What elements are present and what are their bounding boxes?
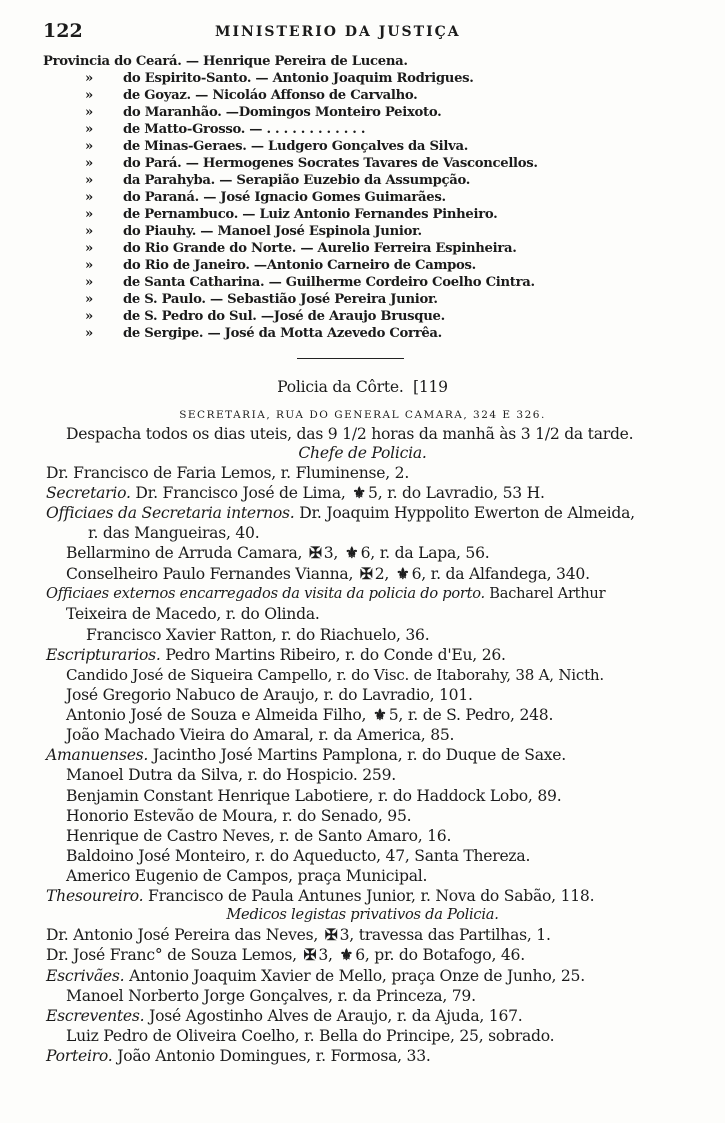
list-item (85, 70, 474, 87)
list-item (66, 705, 553, 725)
page-number: 122 (43, 20, 83, 42)
list-item (85, 206, 497, 223)
entry-label: Thesoureiro. (46, 887, 144, 905)
entry-text: Dr. Joaquim Hyppolito Ewerton de Almeida, (299, 504, 635, 522)
porteiro-entry (46, 1046, 431, 1066)
list-item (85, 121, 365, 138)
secretario-entry (46, 483, 545, 503)
list-item: José Gregorio Nabuco de Araujo, r. do Lavradio, 101. (66, 686, 473, 704)
list-item (85, 257, 476, 274)
entry-text: Bellarmino de Arruda Camara, (66, 544, 303, 562)
rose-order-icon: ⚜ (373, 705, 387, 724)
list-item-prefix: » (85, 326, 93, 341)
list-item-text: do Ceará. — Henrique Pereira de Lucena. (114, 54, 408, 69)
list-item (85, 155, 538, 172)
list-item: Honorio Estevão de Moura, r. do Senado, 95. (66, 807, 412, 825)
rose-order-icon: ⚜ (344, 543, 359, 562)
list-item (66, 564, 590, 584)
list-item-prefix: » (85, 190, 93, 205)
list-item-text: do Rio de Janeiro. —Antonio Carneiro de Campos. (123, 258, 476, 273)
list-item (85, 138, 468, 155)
list-item-text: de Minas-Geraes. — Ludgero Gonçalves da Silva. (123, 139, 468, 154)
section-title (0, 377, 725, 397)
entry-text: 5, r. de S. Pedro, 248. (388, 706, 554, 724)
entry-text: Jacintho José Martins Pamplona, r. do Duque de Saxe. (152, 746, 566, 764)
officiaes-internos-entry (46, 503, 635, 523)
list-item: Francisco Xavier Ratton, r. do Riachuelo, 36. (86, 626, 430, 644)
escrivaes-entry (46, 966, 585, 986)
entry-text: Antonio José de Souza e Almeida Filho, (66, 706, 367, 724)
list-item-prefix: » (85, 156, 93, 171)
list-item: João Machado Vieira do Amaral, r. da America, 85. (66, 726, 455, 744)
medicos-heading: Medicos legistas privativos da Policia. (226, 906, 499, 923)
entry-text: 6, pr. do Botafogo, 46. (355, 946, 525, 964)
entry-text: Bacharel Arthur (489, 585, 606, 602)
list-item: Candido José de Siqueira Campello, r. do Visc. de Itaborahy, 38 A, Nicth. (66, 666, 604, 684)
list-item-prefix: » (85, 71, 93, 86)
list-item-text: de Pernambuco. — Luiz Antonio Fernandes Pinheiro. (123, 207, 498, 222)
list-item: Henrique de Castro Neves, r. de Santo Amaro, 16. (66, 827, 452, 845)
list-item: Manoel Dutra da Silva, r. do Hospicio. 259. (66, 766, 396, 784)
list-item: Manoel Norberto Jorge Gonçalves, r. da Princeza, 79. (66, 987, 476, 1005)
entry-text: João Antonio Domingues, r. Formosa, 33. (117, 1047, 431, 1065)
entry-label: Secretario. (46, 484, 131, 502)
list-item-prefix: Provincia (43, 54, 110, 69)
list-item-text: do Maranhão. —Domingos Monteiro Peixoto. (123, 105, 442, 120)
list-item (43, 53, 408, 70)
cross-order-icon: ✠ (308, 543, 322, 562)
entry-text: Dr. Antonio José Pereira das Neves, (46, 926, 319, 944)
entry-text: 6, r. da Lapa, 56. (360, 544, 490, 562)
office-hours: Despacha todos os dias uteis, das 9 1/2 horas da manhã às 3 1/2 da tarde. (66, 425, 634, 443)
escreventes-entry (46, 1006, 523, 1026)
entry-label: Escrivães. (46, 967, 125, 985)
entry-label: Amanuenses. (46, 746, 149, 764)
list-item-text: de S. Paulo. — Sebastião José Pereira Junior. (123, 292, 438, 307)
list-item: Baldoino José Monteiro, r. do Aqueducto, 47, Santa Thereza. (66, 847, 531, 865)
chefe-heading: Chefe de Policia. (298, 444, 427, 462)
escripturarios-entry (46, 645, 506, 665)
list-item-text: de S. Pedro do Sul. —José de Araujo Brusque. (123, 309, 445, 324)
list-item (85, 308, 445, 325)
entry-text: José Agostinho Alves de Araujo, r. da Ajuda, 167. (149, 1007, 523, 1025)
entry-text: Pedro Martins Ribeiro, r. do Conde d'Eu, 26. (165, 646, 506, 664)
entry-continuation: r. das Mangueiras, 40. (88, 524, 260, 542)
list-item-prefix: » (85, 105, 93, 120)
list-item (85, 274, 535, 291)
secretaria-address: SECRETARIA, RUA DO GENERAL CAMARA, 324 E 326. (179, 409, 546, 421)
list-item (46, 925, 551, 945)
list-item-prefix: » (85, 241, 93, 256)
list-item-prefix: » (85, 258, 93, 273)
list-item (46, 945, 525, 965)
cross-order-icon: ✠ (324, 925, 338, 944)
entry-text: 3, (323, 544, 339, 562)
list-item (85, 87, 417, 104)
list-item-text: do Pará. — Hermogenes Socrates Tavares de Vasconcellos. (123, 156, 538, 171)
list-item-text: do Paraná. — José Ignacio Gomes Guimarães. (123, 190, 446, 205)
cross-order-icon: ✠ (303, 945, 317, 964)
entry-label: Porteiro. (46, 1047, 113, 1065)
entry-label: Escreventes. (46, 1007, 145, 1025)
list-item-text: do Espirito-Santo. — Antonio Joaquim Rodrigues. (123, 71, 474, 86)
list-item-text: de Goyaz. — Nicoláo Affonso de Carvalho. (123, 88, 418, 103)
list-item-prefix: » (85, 292, 93, 307)
entry-text: Dr. José Franc° de Souza Lemos, (46, 946, 297, 964)
rose-order-icon: ⚜ (339, 945, 354, 964)
entry-text: Francisco de Paula Antunes Junior, r. Nova do Sabão, 118. (148, 887, 595, 905)
list-item-text: da Parahyba. — Serapião Euzebio da Assumpção. (123, 173, 471, 188)
amanuenses-entry (46, 745, 566, 765)
thesoureiro-entry (46, 886, 594, 906)
entry-text: 6, r. da Alfandega, 340. (411, 565, 590, 583)
section-divider (297, 358, 404, 359)
running-head: MINISTERIO DA JUSTIÇA (215, 24, 461, 40)
list-item-text: de Sergipe. — José da Motta Azevedo Corrêa. (123, 326, 442, 341)
entry-continuation: Teixeira de Macedo, r. do Olinda. (66, 605, 320, 623)
entry-label: Officiaes externos encarregados da visita da policia do porto. (46, 585, 485, 602)
list-item-text: de Santa Catharina. — Guilherme Cordeiro Coelho Cintra. (123, 275, 535, 290)
list-item (85, 291, 438, 308)
entry-text: Conselheiro Paulo Fernandes Vianna, (66, 565, 354, 583)
list-item-text: de Matto-Grosso. — . . . . . . . . . . . . (123, 122, 366, 137)
list-item-text: do Rio Grande do Norte. — Aurelio Ferreira Espinheira. (123, 241, 517, 256)
entry-text: 5, r. do Lavradio, 53 H. (368, 484, 545, 502)
list-item-text: do Piauhy. — Manoel José Espinola Junior. (123, 224, 422, 239)
list-item: Luiz Pedro de Oliveira Coelho, r. Bella do Principe, 25, sobrado. (66, 1027, 555, 1045)
section-title-ref: [119 (412, 378, 448, 396)
entry-text: Dr. Francisco José de Lima, (135, 484, 346, 502)
list-item-prefix: » (85, 309, 93, 324)
list-item: Benjamin Constant Henrique Labotiere, r. do Haddock Lobo, 89. (66, 787, 562, 805)
entry-label: Officiaes da Secretaria internos. (46, 504, 295, 522)
rose-order-icon: ⚜ (395, 564, 410, 583)
entry-text: 3, (318, 946, 333, 964)
list-item (85, 104, 441, 121)
list-item (85, 325, 442, 342)
entry-label: Escripturarios. (46, 646, 161, 664)
entry-text: 2, (374, 565, 390, 583)
rose-order-icon: ⚜ (352, 483, 367, 502)
chefe-entry: Dr. Francisco de Faria Lemos, r. Fluminense, 2. (46, 464, 410, 482)
list-item-prefix: » (85, 207, 93, 222)
entry-text: Antonio Joaquim Xavier de Mello, praça Onze de Junho, 25. (129, 967, 585, 985)
list-item: Americo Eugenio de Campos, praça Municipal. (66, 867, 428, 885)
section-title-text: Policia da Côrte. (277, 378, 404, 396)
list-item (85, 223, 422, 240)
list-item-prefix: » (85, 173, 93, 188)
list-item-prefix: » (85, 275, 93, 290)
list-item-prefix: » (85, 224, 93, 239)
list-item (85, 172, 470, 189)
list-item (66, 543, 489, 563)
cross-order-icon: ✠ (359, 564, 373, 583)
list-item-prefix: » (85, 122, 93, 137)
list-item (85, 240, 517, 257)
list-item-prefix: » (85, 88, 93, 103)
officiaes-externos-entry (46, 584, 605, 604)
list-item (85, 189, 446, 206)
entry-text: 3, travessa das Partilhas, 1. (339, 926, 551, 944)
list-item-prefix: » (85, 139, 93, 154)
